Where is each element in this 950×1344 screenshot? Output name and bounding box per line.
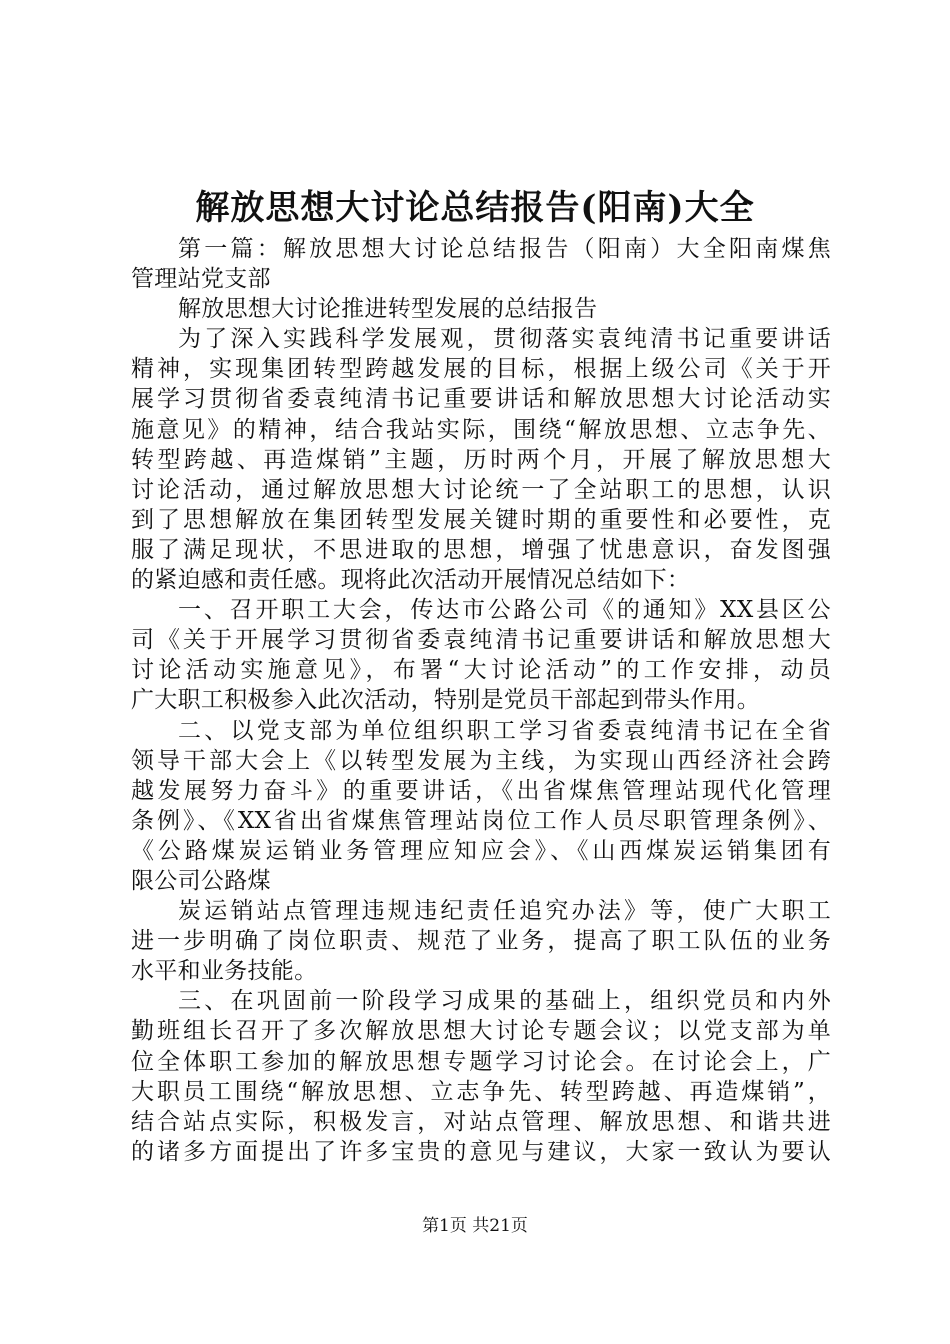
text-line: 司《关于开展学习贯彻省委袁纯清书记重要讲话和解放思想大	[131, 627, 831, 654]
text-line: 精神，实现集团转型跨越发展的目标，根据上级公司《关于开	[131, 356, 831, 383]
text-line: 三、在巩固前一阶段学习成果的基础上，组织党员和内外	[178, 988, 831, 1015]
text-line: 广大职工积极参入此次活动，特别是党员干部起到带头作用。	[131, 687, 761, 714]
text-line: 一、召开职工大会，传达市公路公司《的通知》XX县区公	[178, 597, 831, 624]
text-line: 水平和业务技能。	[131, 958, 318, 985]
text-line: 炭运销站点管理违规违纪责任追究办法》等，使广大职工	[178, 898, 831, 925]
document-body	[131, 234, 831, 1167]
text-line: 展学习贯彻省委袁纯清书记重要讲话和解放思想大讨论活动实	[131, 386, 831, 413]
text-line: 二、以党支部为单位组织职工学习省委袁纯清书记在全省	[178, 717, 831, 744]
text-line: 解放思想大讨论推进转型发展的总结报告	[178, 296, 598, 323]
text-line: 讨论活动，通过解放思想大讨论统一了全站职工的思想，认识	[131, 476, 831, 503]
text-line: 位全体职工参加的解放思想专题学习讨论会。在讨论会上，广	[131, 1048, 831, 1075]
text-line: 讨论活动实施意见》，布署“大讨论活动”的工作安排，动员	[131, 657, 831, 684]
text-line: 的紧迫感和责任感。现将此次活动开展情况总结如下：	[131, 567, 691, 594]
text-line: 《公路煤炭运销业务管理应知应会》、《山西煤炭运销集团有	[131, 837, 831, 864]
text-line: 服了满足现状，不思进取的思想，增强了忧患意识，奋发图强	[131, 536, 831, 563]
text-line: 转型跨越、再造煤销”主题，历时两个月，开展了解放思想大	[131, 446, 831, 473]
text-line: 到了思想解放在集团转型发展关键时期的重要性和必要性，克	[131, 506, 831, 533]
text-line: 限公司公路煤	[131, 867, 271, 894]
text-line: 施意见》的精神，结合我站实际，围绕“解放思想、立志争先、	[131, 416, 831, 443]
text-line: 管理站党支部	[131, 266, 271, 293]
text-line: 第一篇：解放思想大讨论总结报告（阳南）大全阳南煤焦	[178, 236, 831, 262]
document-title: 解放思想大讨论总结报告(阳南)大全	[195, 188, 755, 228]
page-number: 第1页 共21页	[422, 1216, 528, 1236]
text-line: 大职员工围绕“解放思想、立志争先、转型跨越、再造煤销”，	[131, 1078, 831, 1105]
text-line: 领导干部大会上《以转型发展为主线，为实现山西经济社会跨	[131, 747, 831, 774]
text-line: 条例》、《XX省出省煤焦管理站岗位工作人员尽职管理条例》、	[131, 807, 831, 834]
text-line: 为了深入实践科学发展观，贯彻落实袁纯清书记重要讲话	[178, 326, 831, 353]
text-line: 结合站点实际，积极发言，对站点管理、解放思想、和谐共进	[131, 1108, 831, 1135]
text-line: 勤班组长召开了多次解放思想大讨论专题会议；以党支部为单	[131, 1018, 831, 1045]
text-line: 的诸多方面提出了许多宝贵的意见与建议，大家一致认为要认	[131, 1138, 831, 1165]
text-line: 越发展努力奋斗》的重要讲话，《出省煤焦管理站现代化管理	[131, 777, 831, 804]
text-line: 进一步明确了岗位职责、规范了业务，提高了职工队伍的业务	[131, 928, 831, 955]
